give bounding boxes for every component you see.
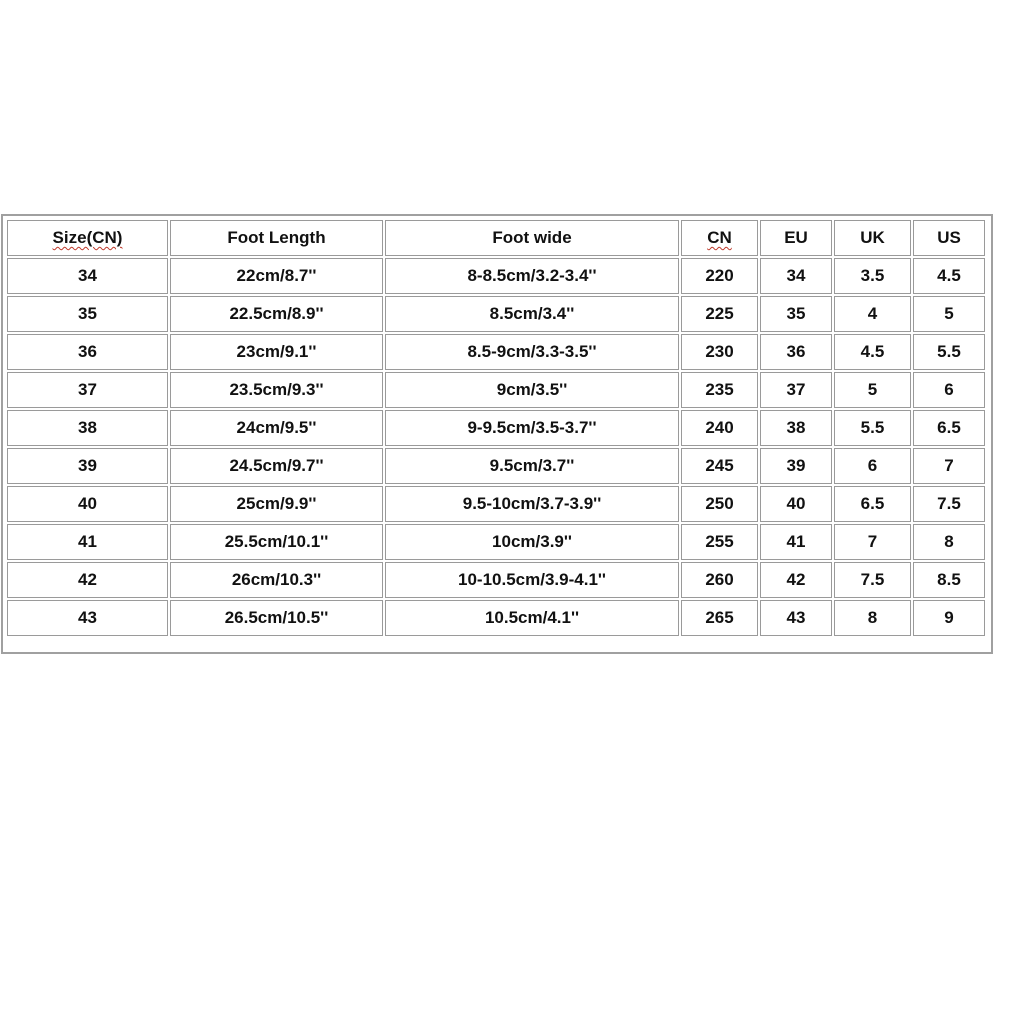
cell-foot-length: 25.5cm/10.1'' — [170, 524, 383, 560]
cell-foot-wide: 10.5cm/4.1'' — [385, 600, 679, 636]
cell-eu: 42 — [760, 562, 832, 598]
cell-foot-wide: 8.5-9cm/3.3-3.5'' — [385, 334, 679, 370]
cell-uk: 5.5 — [834, 410, 911, 446]
cell-cn: 245 — [681, 448, 758, 484]
header-cell-us: US — [913, 220, 985, 256]
table-row — [7, 524, 985, 560]
cell-cn: 220 — [681, 258, 758, 294]
cell-cn: 260 — [681, 562, 758, 598]
cell-uk: 6 — [834, 448, 911, 484]
cell-eu: 36 — [760, 334, 832, 370]
cell-cn: 225 — [681, 296, 758, 332]
cell-us: 7 — [913, 448, 985, 484]
cell-cn: 230 — [681, 334, 758, 370]
size-chart-frame — [1, 214, 993, 654]
cell-cn: 235 — [681, 372, 758, 408]
cell-foot-length: 22cm/8.7'' — [170, 258, 383, 294]
cell-uk: 7 — [834, 524, 911, 560]
cell-cn: 255 — [681, 524, 758, 560]
table-row — [7, 296, 985, 332]
header-row — [7, 220, 985, 256]
cell-eu: 41 — [760, 524, 832, 560]
header-cell-cn — [681, 220, 758, 256]
table-row — [7, 258, 985, 294]
cell-us: 6 — [913, 372, 985, 408]
cell-foot-wide: 9-9.5cm/3.5-3.7'' — [385, 410, 679, 446]
table-row — [7, 448, 985, 484]
header-cell-foot-wide: Foot wide — [385, 220, 679, 256]
cell-cn: 265 — [681, 600, 758, 636]
size-chart-body — [7, 220, 985, 636]
cell-uk: 3.5 — [834, 258, 911, 294]
table-row — [7, 410, 985, 446]
cell-us: 9 — [913, 600, 985, 636]
cell-foot-wide: 9cm/3.5'' — [385, 372, 679, 408]
cell-size-cn: 38 — [7, 410, 168, 446]
cell-uk: 6.5 — [834, 486, 911, 522]
cell-uk: 4.5 — [834, 334, 911, 370]
cell-foot-length: 25cm/9.9'' — [170, 486, 383, 522]
header-label-cn: CN — [707, 228, 732, 247]
cell-us: 6.5 — [913, 410, 985, 446]
cell-foot-wide: 10-10.5cm/3.9-4.1'' — [385, 562, 679, 598]
cell-us: 5.5 — [913, 334, 985, 370]
cell-foot-length: 26cm/10.3'' — [170, 562, 383, 598]
table-row — [7, 334, 985, 370]
cell-us: 4.5 — [913, 258, 985, 294]
cell-size-cn: 42 — [7, 562, 168, 598]
cell-uk: 8 — [834, 600, 911, 636]
table-row — [7, 562, 985, 598]
cell-eu: 34 — [760, 258, 832, 294]
cell-foot-wide: 10cm/3.9'' — [385, 524, 679, 560]
cell-us: 8 — [913, 524, 985, 560]
header-cell-foot-length: Foot Length — [170, 220, 383, 256]
cell-foot-length: 24.5cm/9.7'' — [170, 448, 383, 484]
size-chart-table — [5, 218, 987, 638]
cell-foot-wide: 8-8.5cm/3.2-3.4'' — [385, 258, 679, 294]
cell-eu: 37 — [760, 372, 832, 408]
cell-eu: 43 — [760, 600, 832, 636]
cell-size-cn: 36 — [7, 334, 168, 370]
cell-size-cn: 37 — [7, 372, 168, 408]
header-label-size-cn: Size(CN) — [52, 228, 123, 247]
cell-foot-length: 22.5cm/8.9'' — [170, 296, 383, 332]
cell-size-cn: 39 — [7, 448, 168, 484]
cell-eu: 40 — [760, 486, 832, 522]
header-cell-eu: EU — [760, 220, 832, 256]
cell-size-cn: 34 — [7, 258, 168, 294]
cell-foot-length: 26.5cm/10.5'' — [170, 600, 383, 636]
cell-foot-wide: 8.5cm/3.4'' — [385, 296, 679, 332]
cell-size-cn: 43 — [7, 600, 168, 636]
cell-eu: 38 — [760, 410, 832, 446]
cell-cn: 240 — [681, 410, 758, 446]
cell-foot-wide: 9.5cm/3.7'' — [385, 448, 679, 484]
cell-us: 8.5 — [913, 562, 985, 598]
header-cell-size-cn — [7, 220, 168, 256]
cell-uk: 7.5 — [834, 562, 911, 598]
cell-eu: 39 — [760, 448, 832, 484]
cell-foot-length: 23cm/9.1'' — [170, 334, 383, 370]
cell-foot-length: 24cm/9.5'' — [170, 410, 383, 446]
cell-size-cn: 40 — [7, 486, 168, 522]
cell-us: 5 — [913, 296, 985, 332]
cell-us: 7.5 — [913, 486, 985, 522]
cell-uk: 4 — [834, 296, 911, 332]
cell-eu: 35 — [760, 296, 832, 332]
cell-size-cn: 41 — [7, 524, 168, 560]
table-row — [7, 600, 985, 636]
cell-cn: 250 — [681, 486, 758, 522]
cell-foot-length: 23.5cm/9.3'' — [170, 372, 383, 408]
table-row — [7, 372, 985, 408]
header-cell-uk: UK — [834, 220, 911, 256]
table-row — [7, 486, 985, 522]
cell-foot-wide: 9.5-10cm/3.7-3.9'' — [385, 486, 679, 522]
cell-uk: 5 — [834, 372, 911, 408]
cell-size-cn: 35 — [7, 296, 168, 332]
